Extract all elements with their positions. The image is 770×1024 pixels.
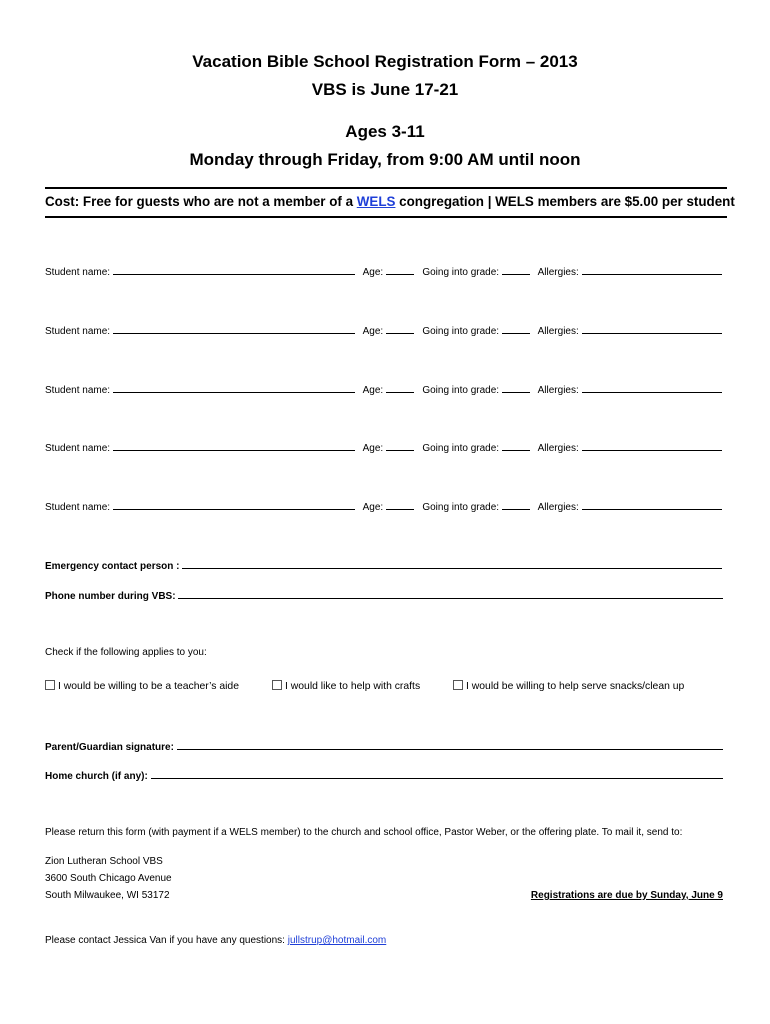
cost-prefix: Cost: Free for guests who are not a member of a — [45, 194, 357, 209]
age-range: Ages 3-11 — [345, 122, 425, 141]
allergies-label: Allergies: — [537, 385, 579, 396]
student-name-field[interactable] — [113, 383, 355, 393]
age-field[interactable] — [386, 265, 414, 275]
student-row — [45, 441, 722, 454]
signature-field[interactable] — [177, 740, 723, 750]
email-link[interactable]: jullstrup@hotmail.com — [287, 935, 387, 946]
student-name-label: Student name: — [45, 385, 111, 396]
checkbox-intro: Check if the following applies to you: — [45, 647, 207, 658]
bottom-divider — [45, 216, 727, 218]
address-line-1: Zion Lutheran School VBS — [45, 856, 163, 867]
signature-row — [45, 740, 723, 753]
student-row — [45, 383, 722, 396]
age-label: Age: — [362, 502, 384, 513]
cost-suffix: congregation | WELS members are $5.00 per student — [395, 194, 735, 209]
home-church-field[interactable] — [151, 769, 723, 779]
age-label: Age: — [362, 326, 384, 337]
grade-label: Going into grade: — [422, 385, 500, 396]
grade-field[interactable] — [502, 441, 530, 451]
student-name-label: Student name: — [45, 326, 111, 337]
emergency-contact-row — [45, 559, 722, 572]
cost-line — [45, 194, 735, 209]
allergies-label: Allergies: — [537, 502, 579, 513]
grade-field[interactable] — [502, 383, 530, 393]
phone-field[interactable] — [178, 589, 723, 599]
allergies-label: Allergies: — [537, 267, 579, 278]
age-field[interactable] — [386, 441, 414, 451]
snacks-checkbox[interactable] — [453, 680, 463, 690]
allergies-field[interactable] — [582, 441, 722, 451]
due-date-notice: Registrations are due by Sunday, June 9 — [530, 890, 723, 901]
signature-label: Parent/Guardian signature: — [45, 742, 174, 753]
student-row — [45, 324, 722, 337]
allergies-label: Allergies: — [537, 443, 579, 454]
student-row — [45, 265, 722, 278]
age-field[interactable] — [386, 500, 414, 510]
allergies-field[interactable] — [582, 500, 722, 510]
age-label: Age: — [362, 267, 384, 278]
student-name-field[interactable] — [113, 324, 355, 334]
snacks-option[interactable] — [453, 680, 684, 692]
allergies-label: Allergies: — [537, 326, 579, 337]
teacher-aide-checkbox[interactable] — [45, 680, 55, 690]
emergency-contact-field[interactable] — [182, 559, 722, 569]
grade-label: Going into grade: — [422, 502, 500, 513]
student-name-label: Student name: — [45, 502, 111, 513]
crafts-checkbox[interactable] — [272, 680, 282, 690]
top-divider — [45, 187, 727, 189]
grade-field[interactable] — [502, 324, 530, 334]
student-name-field[interactable] — [113, 265, 355, 275]
home-church-row — [45, 769, 723, 782]
student-name-field[interactable] — [113, 441, 355, 451]
contact-text: Please contact Jessica Van if you have any questions: — [45, 935, 288, 946]
age-field[interactable] — [386, 383, 414, 393]
emergency-contact-label: Emergency contact person : — [45, 561, 180, 572]
phone-label: Phone number during VBS: — [45, 591, 176, 602]
grade-label: Going into grade: — [422, 326, 500, 337]
grade-field[interactable] — [502, 500, 530, 510]
grade-field[interactable] — [502, 265, 530, 275]
allergies-field[interactable] — [582, 383, 722, 393]
phone-row — [45, 589, 723, 602]
teacher-aide-option[interactable] — [45, 680, 239, 692]
wels-link[interactable]: WELS — [356, 194, 396, 209]
age-label: Age: — [362, 443, 384, 454]
allergies-field[interactable] — [582, 265, 722, 275]
crafts-label: I would like to help with crafts — [285, 681, 421, 692]
student-name-field[interactable] — [113, 500, 355, 510]
teacher-aide-label: I would be willing to be a teacher’s aide — [58, 681, 239, 692]
home-church-label: Home church (if any): — [45, 771, 148, 782]
address-line-2: 3600 South Chicago Avenue — [45, 873, 172, 884]
vbs-dates: VBS is June 17-21 — [311, 80, 459, 99]
form-title: Vacation Bible School Registration Form – 2013 — [192, 52, 578, 71]
return-instructions: Please return this form (with payment if a WELS member) to the church and school office, Pastor Weber, or the offering plate. To mail it, send to: — [45, 827, 683, 838]
address-line-3: South Milwaukee, WI 53172 — [45, 890, 170, 901]
age-label: Age: — [362, 385, 384, 396]
snacks-label: I would be willing to help serve snacks/clean up — [466, 681, 685, 692]
contact-line — [45, 935, 386, 946]
crafts-option[interactable] — [272, 680, 420, 692]
schedule: Monday through Friday, from 9:00 AM until noon — [189, 150, 581, 169]
age-field[interactable] — [386, 324, 414, 334]
grade-label: Going into grade: — [422, 443, 500, 454]
student-name-label: Student name: — [45, 443, 111, 454]
grade-label: Going into grade: — [422, 267, 500, 278]
allergies-field[interactable] — [582, 324, 722, 334]
student-row — [45, 500, 722, 513]
student-name-label: Student name: — [45, 267, 111, 278]
